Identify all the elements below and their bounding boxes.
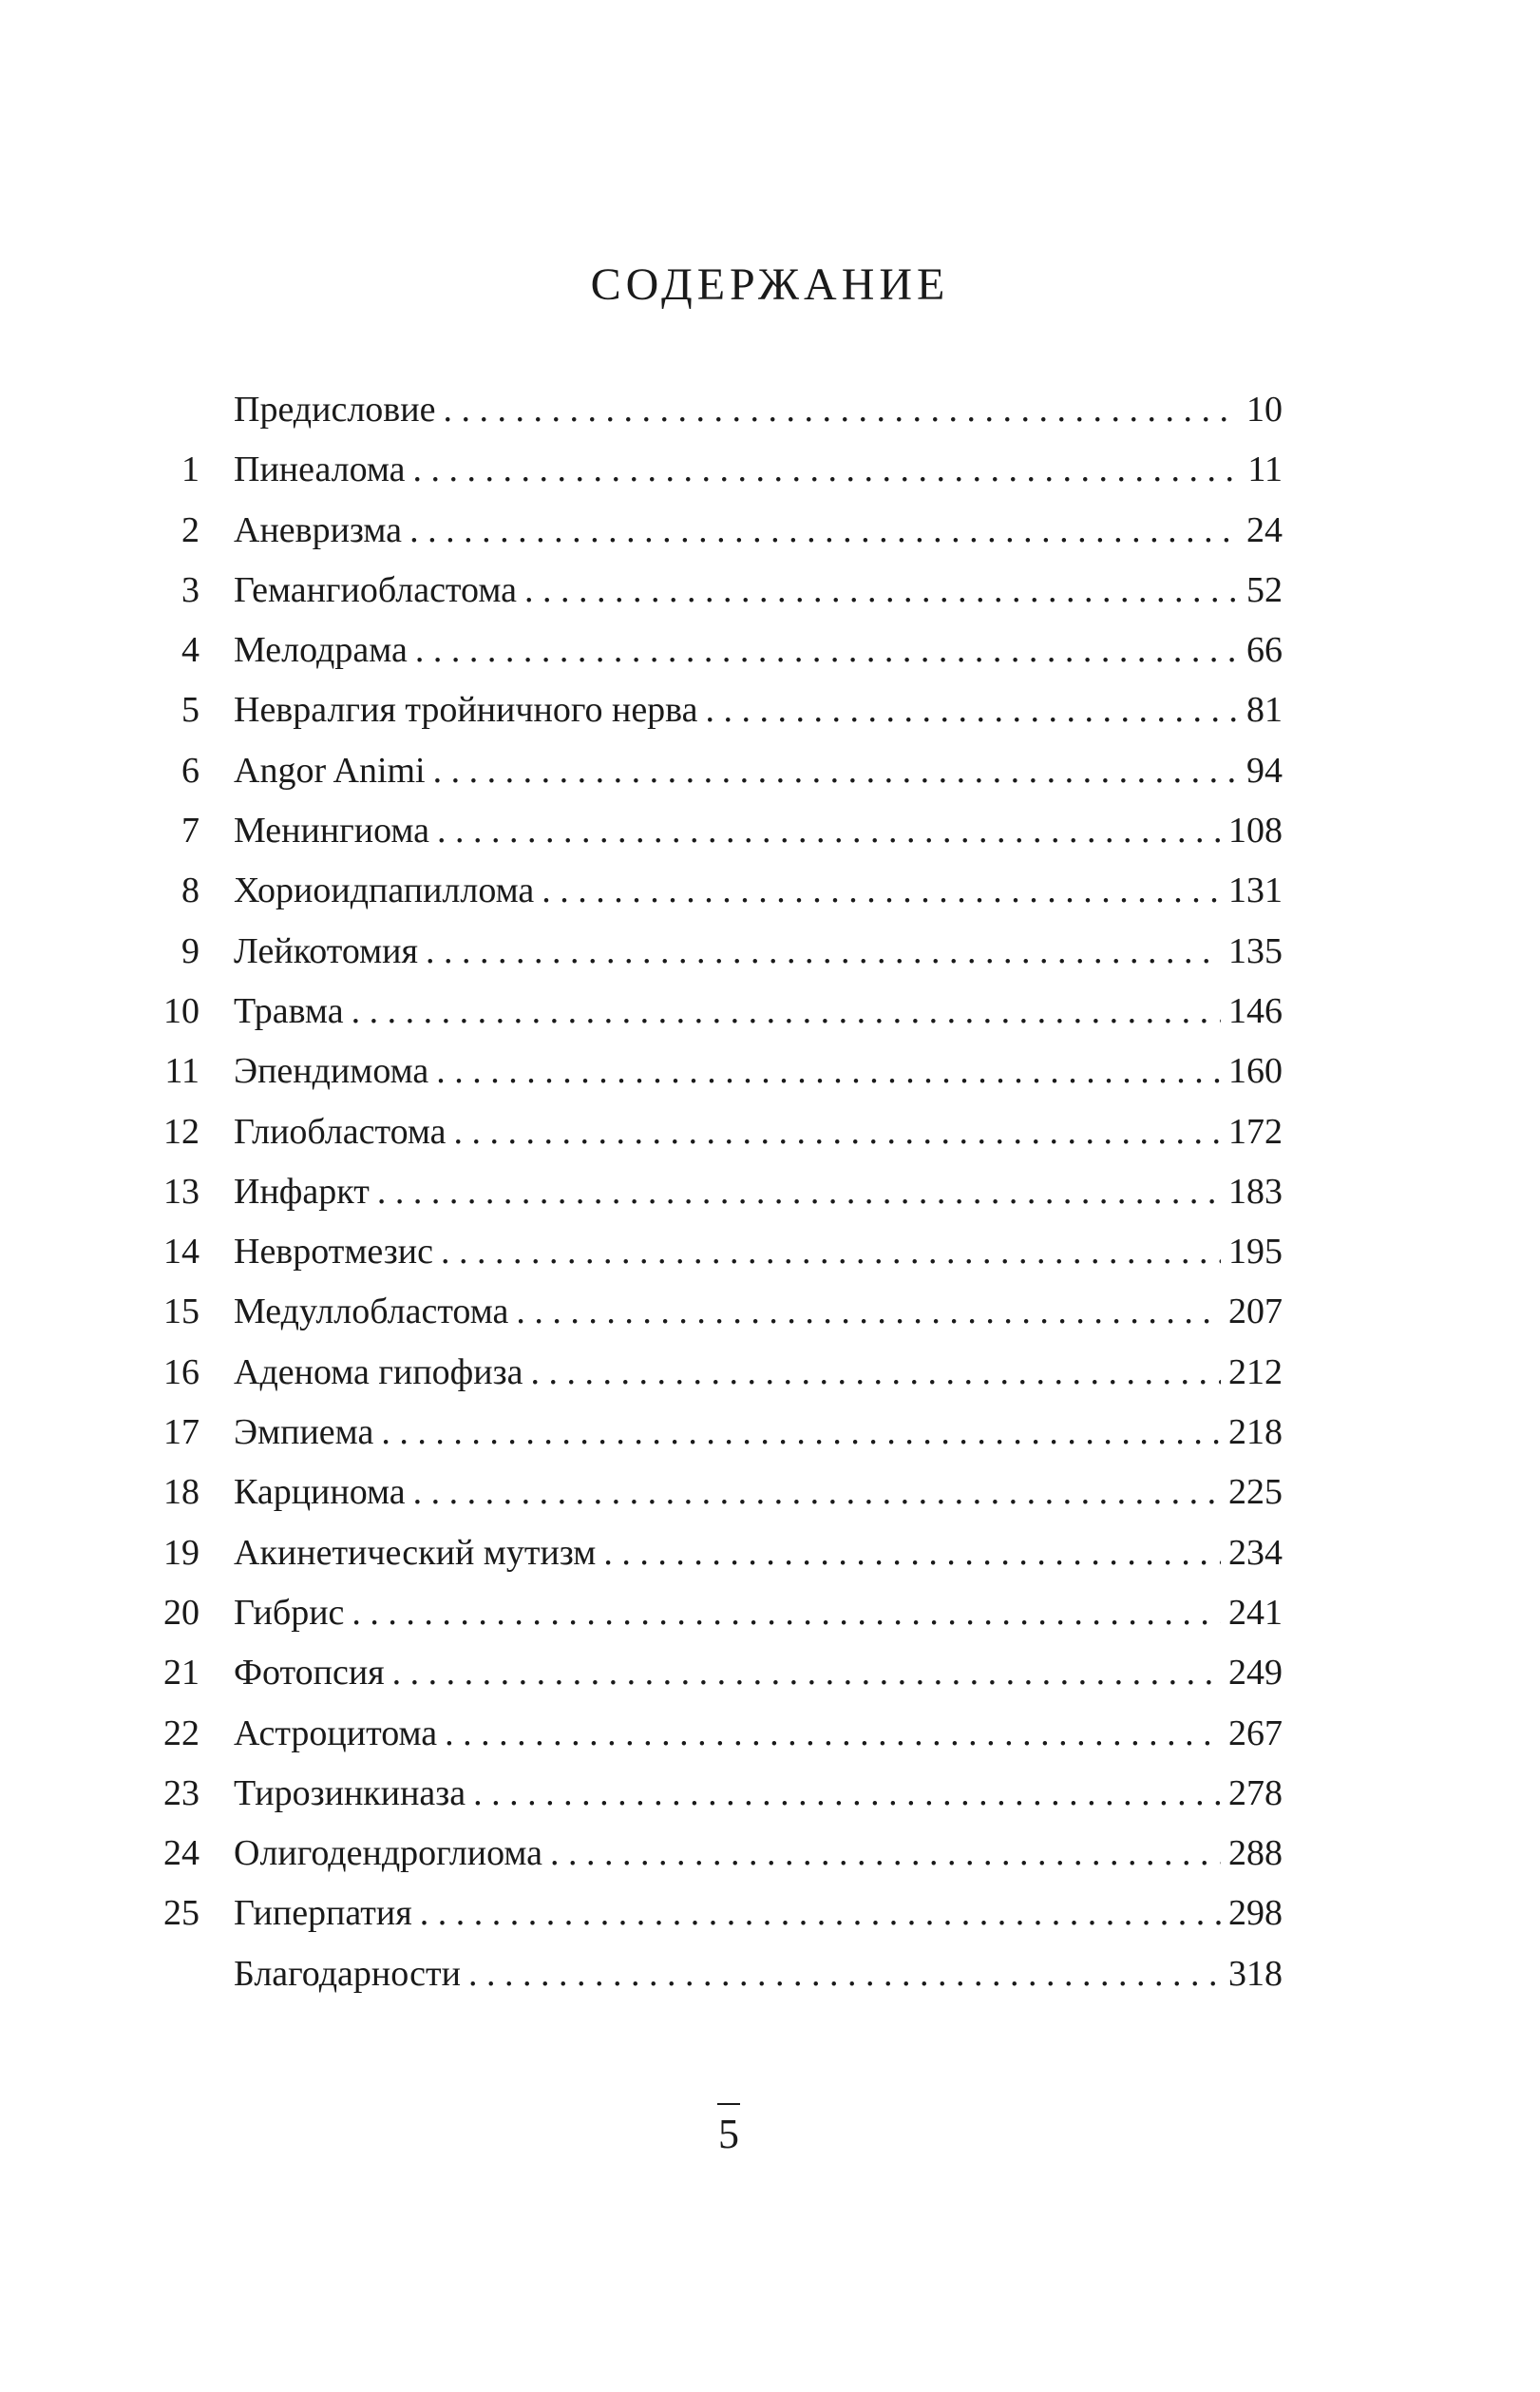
chapter-title: Травма [234, 990, 344, 1031]
page-reference: 94 [1246, 750, 1283, 791]
chapter-title: Менингиома [234, 811, 430, 852]
toc-entry [152, 741, 1283, 801]
chapter-title: Мелодрама [234, 630, 408, 671]
toc-entry [152, 1343, 1283, 1403]
dot-leader [468, 1944, 1221, 2004]
toc-entry [152, 1583, 1283, 1643]
chapter-number: 21 [163, 1653, 200, 1694]
chapter-title: Лейкотомия [234, 930, 418, 971]
dot-leader [352, 982, 1221, 1042]
chapter-number: 8 [181, 871, 200, 911]
page-reference: 24 [1246, 509, 1283, 550]
chapter-title: Тирозинкиназа [234, 1772, 466, 1813]
page-title: СОДЕРЖАНИЕ [590, 259, 950, 310]
toc-entry [152, 1042, 1283, 1101]
chapter-title: Angor Animi [234, 750, 426, 791]
chapter-number: 1 [181, 450, 200, 490]
chapter-number: 3 [181, 569, 200, 610]
page-reference: 172 [1228, 1111, 1283, 1152]
chapter-number: 17 [163, 1412, 200, 1453]
dot-leader [550, 1824, 1221, 1884]
chapter-title: Эмпиема [234, 1412, 374, 1453]
chapter-title: Астроцитома [234, 1713, 438, 1753]
page-reference: 267 [1228, 1713, 1283, 1753]
dot-leader [445, 1704, 1221, 1764]
chapter-number: 12 [163, 1111, 200, 1152]
chapter-number: 16 [163, 1351, 200, 1392]
dot-leader [415, 621, 1237, 680]
toc-entry [152, 1944, 1283, 2004]
chapter-number: 10 [163, 990, 200, 1031]
page-reference: 218 [1228, 1412, 1283, 1453]
dot-leader [516, 1282, 1221, 1342]
chapter-title: Гемангиобластома [234, 569, 517, 610]
chapter-title: Пинеалома [234, 450, 406, 490]
dot-leader [542, 861, 1221, 921]
dot-leader [706, 680, 1238, 740]
toc-entry [152, 380, 1283, 440]
chapter-number: 4 [181, 630, 200, 671]
dot-leader [441, 1222, 1221, 1282]
page-reference: 66 [1246, 630, 1283, 671]
dot-leader [443, 380, 1237, 440]
page-reference: 225 [1228, 1472, 1283, 1513]
chapter-title: Хориоидпапиллома [234, 871, 535, 911]
dot-leader [473, 1764, 1221, 1824]
page-reference: 183 [1228, 1171, 1283, 1212]
chapter-title: Аневризма [234, 509, 403, 550]
dot-leader [531, 1343, 1221, 1403]
chapter-number: 6 [181, 750, 200, 791]
toc-entry [152, 501, 1283, 561]
toc-entry [152, 1523, 1283, 1583]
dot-leader [420, 1884, 1221, 1943]
chapter-number: 11 [164, 1051, 200, 1092]
chapter-number: 5 [181, 690, 200, 731]
chapter-title: Невротмезис [234, 1232, 433, 1273]
chapter-number: 19 [163, 1532, 200, 1573]
chapter-title: Акинетический мутизм [234, 1532, 597, 1573]
toc-entry [152, 1764, 1283, 1824]
chapter-number: 24 [163, 1833, 200, 1874]
chapter-title: Глиобластома [234, 1111, 447, 1152]
chapter-number: 13 [163, 1171, 200, 1212]
chapter-title: Медуллобластома [234, 1292, 509, 1332]
page-reference: 81 [1246, 690, 1283, 731]
chapter-title: Гиперпатия [234, 1893, 412, 1934]
toc-entry [152, 680, 1283, 740]
page-reference: 241 [1228, 1592, 1283, 1633]
dot-leader [413, 440, 1237, 500]
chapter-number: 14 [163, 1232, 200, 1273]
chapter-number: 7 [181, 811, 200, 852]
page-reference: 108 [1228, 811, 1283, 852]
page-reference: 11 [1247, 450, 1283, 490]
chapter-title: Аденома гипофиза [234, 1351, 523, 1392]
dot-leader [409, 501, 1237, 561]
page-reference: 52 [1246, 569, 1283, 610]
page-reference: 131 [1228, 871, 1283, 911]
dot-leader [377, 1162, 1221, 1222]
dot-leader [381, 1403, 1221, 1463]
chapter-number: 25 [163, 1893, 200, 1934]
toc-entry [152, 1282, 1283, 1342]
dot-leader [436, 1042, 1221, 1101]
toc-entry [152, 1403, 1283, 1463]
page-number: 5 [718, 2111, 739, 2157]
dot-leader [524, 561, 1237, 621]
page-reference: 278 [1228, 1772, 1283, 1813]
chapter-title: Предисловие [234, 390, 436, 430]
chapter-title: Инфаркт [234, 1171, 370, 1212]
chapter-number: 15 [163, 1292, 200, 1332]
dot-leader [433, 741, 1237, 801]
chapter-title: Невралгия тройничного нерва [234, 690, 698, 731]
folio-rule [717, 2103, 740, 2105]
chapter-number: 23 [163, 1772, 200, 1813]
table-of-contents [152, 380, 1283, 2004]
toc-entry [152, 1102, 1283, 1162]
toc-entry [152, 1643, 1283, 1703]
dot-leader [413, 1463, 1221, 1522]
page-reference: 207 [1228, 1292, 1283, 1332]
toc-entry [152, 1824, 1283, 1884]
toc-entry [152, 1463, 1283, 1522]
chapter-title: Карцинома [234, 1472, 406, 1513]
chapter-title: Эпендимома [234, 1051, 429, 1092]
chapter-number: 9 [181, 930, 200, 971]
dot-leader [454, 1102, 1221, 1162]
dot-leader [392, 1643, 1221, 1703]
page-reference: 195 [1228, 1232, 1283, 1273]
page-reference: 318 [1228, 1953, 1283, 1994]
page-reference: 234 [1228, 1532, 1283, 1573]
toc-entry [152, 1884, 1283, 1943]
toc-entry [152, 801, 1283, 861]
toc-entry [152, 561, 1283, 621]
chapter-title: Благодарности [234, 1953, 461, 1994]
chapter-number: 20 [163, 1592, 200, 1633]
page-reference: 146 [1228, 990, 1283, 1031]
toc-entry [152, 1704, 1283, 1764]
toc-entry [152, 861, 1283, 921]
page-reference: 298 [1228, 1893, 1283, 1934]
page-reference: 135 [1228, 930, 1283, 971]
page-reference: 249 [1228, 1653, 1283, 1694]
chapter-title: Олигодендроглиома [234, 1833, 543, 1874]
dot-leader [352, 1583, 1221, 1643]
dot-leader [437, 801, 1221, 861]
chapter-title: Гибрис [234, 1592, 345, 1633]
toc-entry [152, 1162, 1283, 1222]
page-reference: 288 [1228, 1833, 1283, 1874]
toc-entry [152, 1222, 1283, 1282]
toc-entry [152, 621, 1283, 680]
chapter-number: 2 [181, 509, 200, 550]
chapter-number: 22 [163, 1713, 200, 1753]
dot-leader [426, 922, 1221, 982]
chapter-title: Фотопсия [234, 1653, 385, 1694]
page-reference: 160 [1228, 1051, 1283, 1092]
page-reference: 10 [1246, 390, 1283, 430]
toc-entry [152, 982, 1283, 1042]
toc-entry [152, 440, 1283, 500]
page-reference: 212 [1228, 1351, 1283, 1392]
dot-leader [603, 1523, 1221, 1583]
toc-entry [152, 922, 1283, 982]
chapter-number: 18 [163, 1472, 200, 1513]
